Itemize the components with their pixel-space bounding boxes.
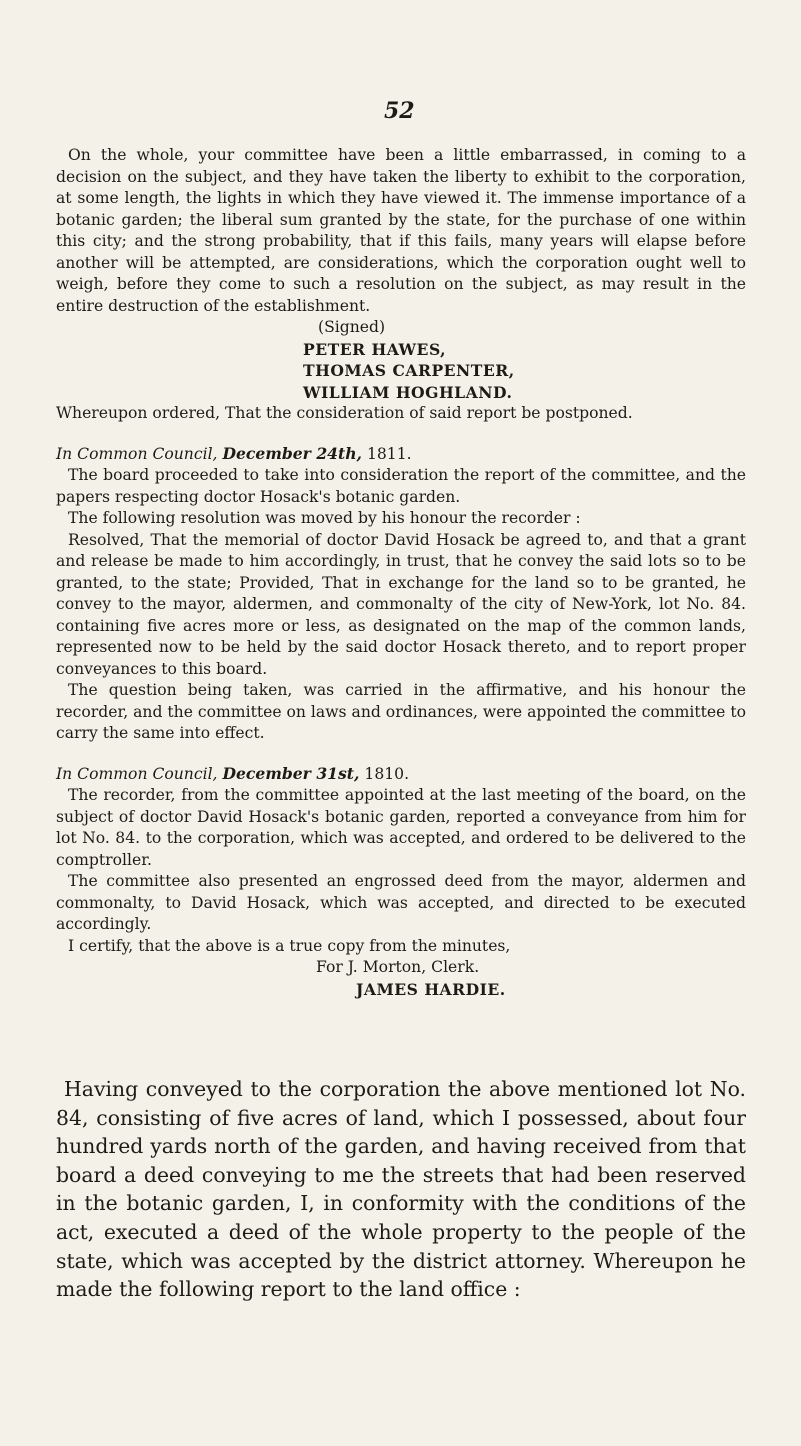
minutes-paragraph: The board proceeded to take into consideration the report of the committee, and the papers respecting doctor Hosack's botanic garden. (56, 466, 746, 506)
minutes-paragraph: The recorder, from the committee appointed at the last meeting of the board, on the subject of doctor David Hosack's botanic garden, reported a conveyance from him for lot No. 84. to the corporation, which was accepted, and ordered to be delivered to the comptroller. (56, 786, 746, 869)
page-number: 52 (384, 98, 415, 124)
report-paragraph: On the whole, your committee have been a little embarrassed, in coming to a decision on the subject, and they have taken the liberty to exhibit to the corporation, at some length, the lights in which they have viewed it. The immense importance of a botanic garden; the liberal sum granted by the state, for the purchase of one within this city; and the strong probability, that if this fails, many years will elapse before another will be attempted, are considerations, which the corporation ought well to weigh, before they come to such a resolution on the subject, as may result in the entire destruction of the establishment. (56, 146, 746, 315)
header-year: 1810. (364, 764, 410, 783)
committee-report-ending (56, 145, 746, 1000)
header-year: 1811. (366, 444, 412, 463)
minutes-paragraph: The committee also presented an engrossed deed from the mayor, aldermen and commonalty, to David Hosack, which was accepted, and directed to be executed accordingly. (56, 872, 746, 933)
clerk-line: For J. Morton, Clerk. (316, 958, 480, 976)
certification-line: I certify, that the above is a true copy from the minutes, (68, 936, 511, 955)
signer-2: THOMAS CARPENTER, (303, 361, 515, 380)
postponed-order: Whereupon ordered, That the consideration of said report be postponed. (56, 404, 633, 422)
header-date: December 24th, (222, 443, 362, 463)
header-place: In Common Council, (56, 444, 218, 463)
council-header-1810 (56, 763, 746, 786)
council-header-1811 (56, 443, 746, 466)
signer-3: WILLIAM HOGHLAND. (303, 382, 513, 402)
narrative-section (56, 1075, 746, 1304)
signed-label: (Signed) (318, 318, 386, 336)
header-date: December 31st, (222, 763, 360, 783)
narrative-paragraph: Having conveyed to the corporation the above mentioned lot No. 84, consisting of five acres of land, which I possessed, about four hundred yards north of the garden, and having received from that board a deed conveying to me the streets that had been reserved in the botanic garden, I, in conformity with the conditions of the act, executed a deed of the whole property to the people of the state, which was accepted by the district attorney. Whereupon he made the following report to the land office : (56, 1077, 746, 1302)
signer-1: PETER HAWES, (303, 339, 447, 359)
clerk-signature: JAMES HARDIE. (356, 979, 506, 999)
header-place: In Common Council, (56, 764, 218, 783)
minutes-paragraph: The question being taken, was carried in the affirmative, and his honour the recorder, and the committee on laws and ordinances, were appointed the committee to carry the same into effect. (56, 681, 746, 742)
minutes-paragraph: The following resolution was moved by his honour the recorder : (68, 509, 581, 527)
resolution-paragraph: Resolved, That the memorial of doctor David Hosack be agreed to, and that a grant and release be made to him accordingly, in trust, that he convey the said lots so to be granted, to the state; Provided, That in exchange for the land so to be granted, he convey to the mayor, aldermen, and commonalty of the city of New-York, lot No. 84. containing five acres more or less, as designated on the map of the common lands, represented now to be held by the said doctor Hosack thereto, and to report proper conveyances to this board. (56, 530, 746, 678)
